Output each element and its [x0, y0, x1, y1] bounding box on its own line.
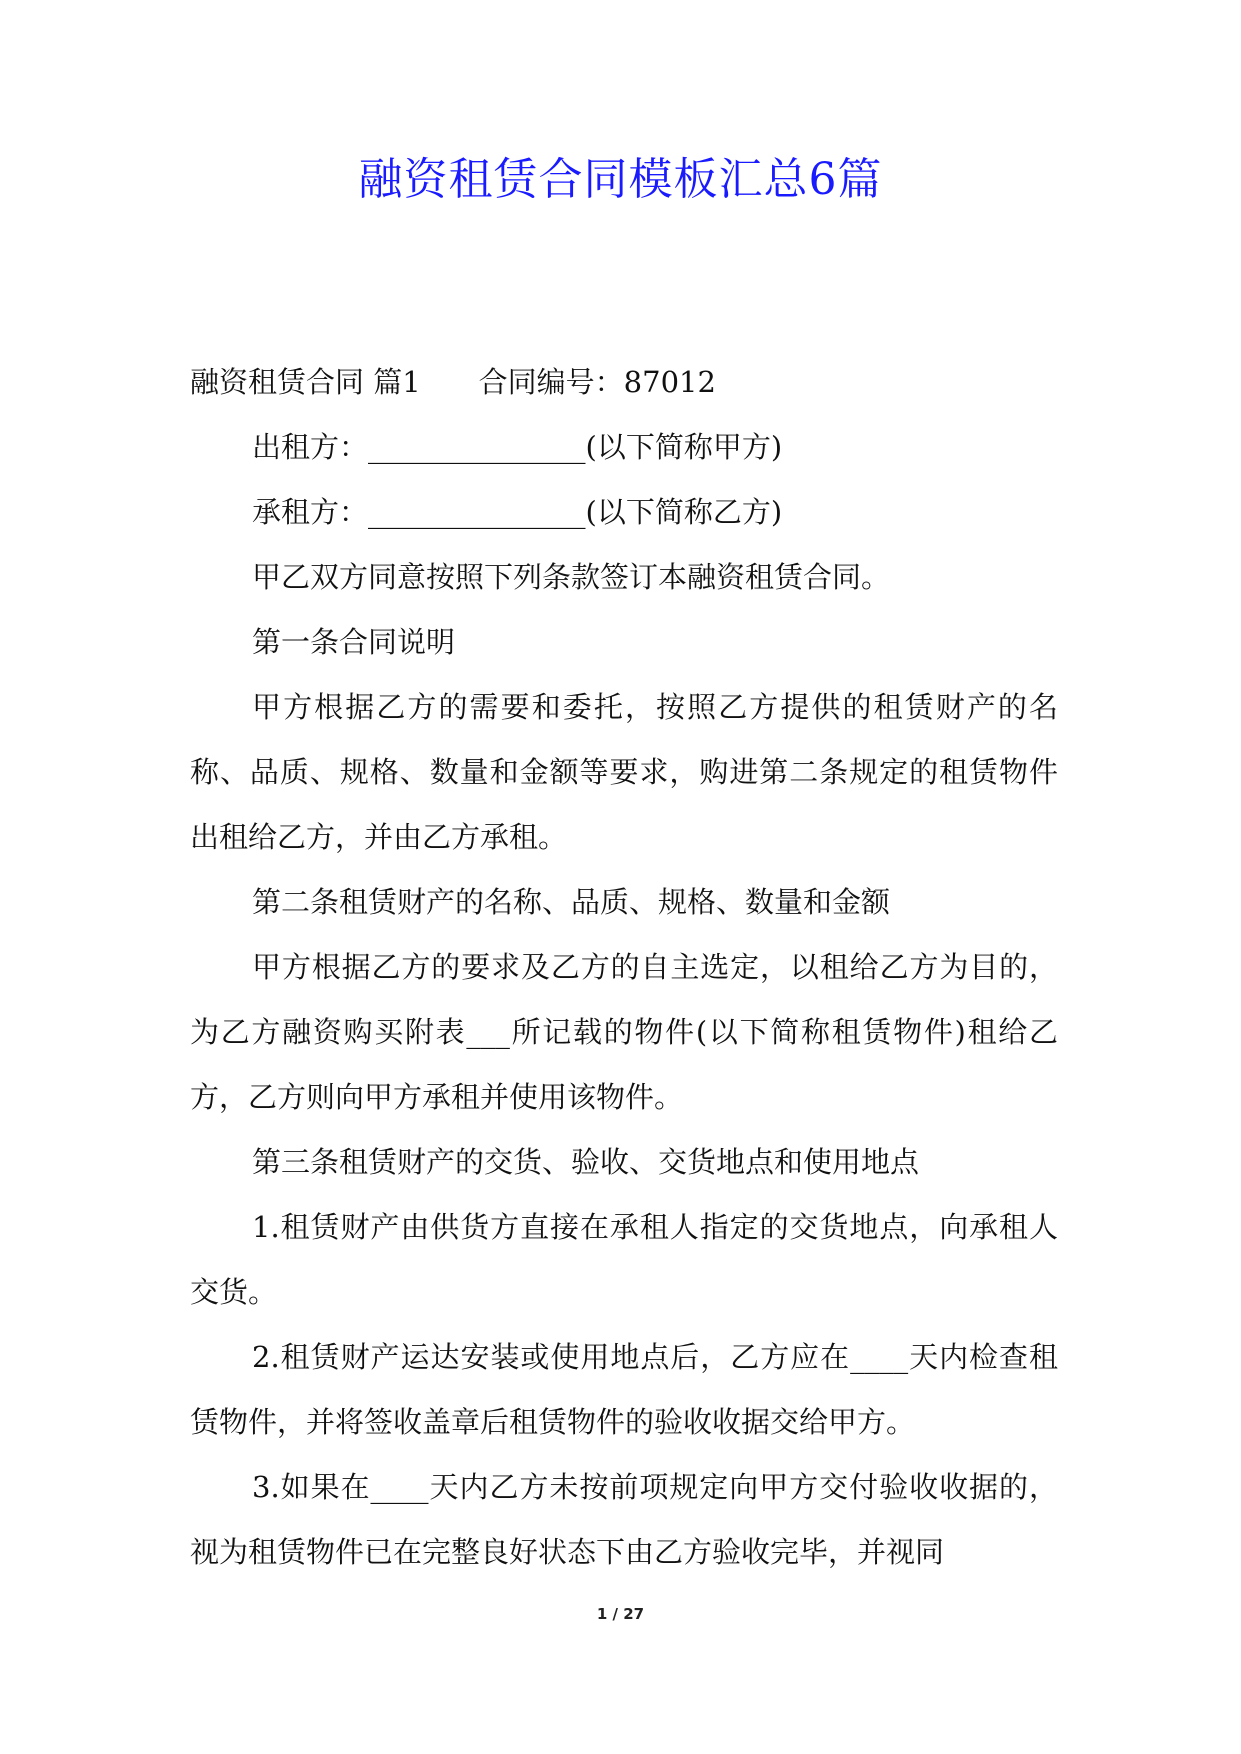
article-3-item-1: 1.租赁财产由供货方直接在承租人指定的交货地点，向承租人交货。	[190, 1210, 1058, 1309]
page-number: 1 / 27	[596, 1605, 645, 1623]
lessee-line: 承租方：_______________(以下简称乙方)	[252, 495, 783, 529]
lessor-line: 出租方：_______________(以下简称甲方)	[252, 430, 783, 464]
contract-section-label: 融资租赁合同 篇1	[190, 365, 421, 399]
agreement-paragraph: 甲乙双方同意按照下列条款签订本融资租赁合同。	[252, 560, 891, 594]
article-3-heading: 第三条租赁财产的交货、验收、交货地点和使用地点	[252, 1145, 920, 1179]
contract-number: 合同编号：87012	[478, 365, 716, 399]
article-3-item-3: 3.如果在____天内乙方未按前项规定向甲方交付验收收据的，视为租赁物件已在完整良好状态下由乙方验收完毕，并视同	[190, 1470, 1058, 1569]
article-1-paragraph: 甲方根据乙方的需要和委托，按照乙方提供的租赁财产的名称、品质、规格、数量和金额等要求，购进第二条规定的租赁物件出租给乙方，并由乙方承租。	[190, 690, 1058, 854]
contract-header-line	[190, 350, 1058, 415]
document-body	[190, 350, 1058, 1585]
article-3-item-2: 2.租赁财产运达安装或使用地点后，乙方应在____天内检查租赁物件，并将签收盖章后租赁物件的验收收据交给甲方。	[190, 1340, 1058, 1439]
article-2-paragraph: 甲方根据乙方的要求及乙方的自主选定，以租给乙方为目的，为乙方融资购买附表___所记载的物件(以下简称租赁物件)租给乙方，乙方则向甲方承租并使用该物件。	[190, 950, 1058, 1114]
article-1-heading: 第一条合同说明	[252, 625, 456, 659]
article-2-heading: 第二条租赁财产的名称、品质、规格、数量和金额	[252, 885, 891, 919]
document-title: 融资租赁合同模板汇总6篇	[358, 154, 883, 205]
